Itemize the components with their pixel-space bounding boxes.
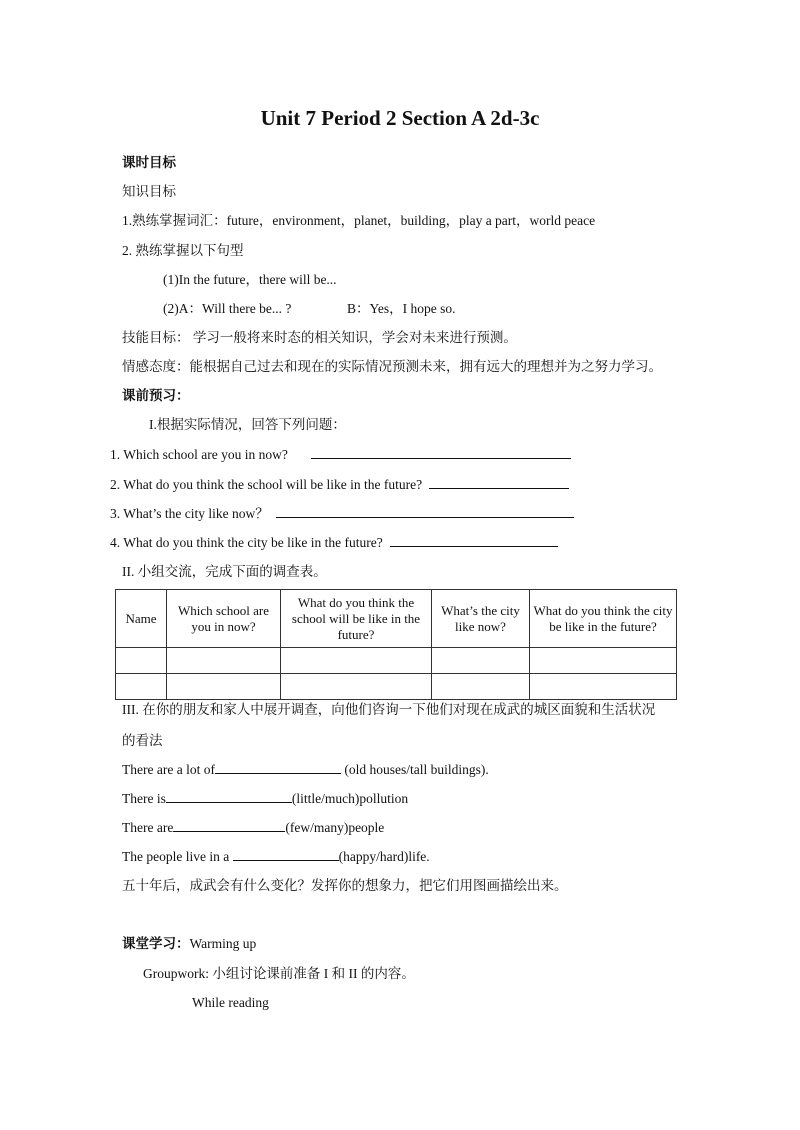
question-2-text: 2. What do you think the school will be like in the future? (110, 477, 423, 492)
sentence-2-start: There is (122, 791, 166, 806)
skill-objective: 技能目标： 学习一般将来时态的相关知识，学会对未来进行预测。 (122, 330, 517, 345)
question-4-text: 4. What do you think the city be like in the future? (110, 535, 383, 550)
classroom-line (122, 935, 256, 953)
table-header-cell: What’s the city like now? (432, 590, 530, 648)
page-title: Unit 7 Period 2 Section A 2d-3c (260, 106, 540, 130)
answer-blank-1[interactable] (311, 446, 571, 459)
sentence-4-start: The people live in a (122, 849, 233, 864)
pattern-2b: B：Yes，I hope so. (347, 301, 456, 316)
table-row (116, 648, 677, 674)
survey-table (115, 589, 677, 700)
sentence-1-start: There are a lot of (122, 762, 215, 777)
sentence-3 (122, 819, 384, 837)
question-1 (110, 446, 571, 464)
sentence-2 (122, 790, 408, 808)
sentence-3-end: (few/many)people (285, 820, 385, 835)
sentence-4 (122, 848, 430, 866)
warming-up: Warming up (189, 936, 257, 951)
table-cell[interactable] (281, 648, 432, 674)
answer-blank-4[interactable] (390, 534, 558, 547)
objective-patterns: 2. 熟练掌握以下句型 (122, 243, 244, 258)
table-header-cell: Which school are you in now? (167, 590, 281, 648)
part1-instruction: I.根据实际情况，回答下列问题： (149, 417, 346, 432)
table-cell[interactable] (167, 674, 281, 700)
knowledge-heading: 知识目标 (122, 184, 176, 199)
imagine-task: 五十年后，成武会有什么变化？发挥你的想象力，把它们用图画描绘出来。 (122, 878, 568, 893)
question-4 (110, 534, 558, 552)
table-cell[interactable] (116, 648, 167, 674)
question-2 (110, 476, 569, 494)
pattern-1: (1)In the future，there will be... (163, 272, 337, 287)
groupwork-line: Groupwork: 小组讨论课前准备 I 和 II 的内容。 (143, 966, 415, 981)
sentence-1-end: (old houses/tall buildings). (340, 762, 489, 777)
sentence-1-blank[interactable] (215, 761, 341, 774)
part2-instruction: II. 小组交流，完成下面的调查表。 (122, 564, 327, 579)
objectives-heading: 课时目标 (122, 155, 176, 170)
table-cell[interactable] (530, 648, 677, 674)
table-cell[interactable] (432, 648, 530, 674)
objective-vocabulary: 1.熟练掌握词汇：future，environment，planet，building，play a part，world peace (122, 213, 596, 228)
answer-blank-2[interactable] (429, 476, 569, 489)
table-row (116, 674, 677, 700)
sentence-3-start: There are (122, 820, 174, 835)
question-1-text: 1. Which school are you in now? (110, 447, 288, 462)
sentence-4-end: (happy/hard)life. (338, 849, 430, 864)
table-cell[interactable] (281, 674, 432, 700)
question-3-text: 3. What’s the city like now？ (110, 506, 269, 521)
table-cell[interactable] (530, 674, 677, 700)
table-header-cell: Name (116, 590, 167, 648)
part3-instruction-line2: 的看法 (122, 733, 163, 748)
pattern-2a: (2)A：Will there be... ? (163, 301, 292, 316)
answer-blank-3[interactable] (276, 505, 574, 518)
attitude-objective: 情感态度：能根据自己过去和现在的实际情况预测未来，拥有远大的理想并为之努力学习。 (122, 359, 662, 374)
sentence-2-blank[interactable] (166, 790, 292, 803)
sentence-3-blank[interactable] (173, 819, 285, 832)
table-cell[interactable] (167, 648, 281, 674)
question-3 (110, 505, 574, 523)
sentence-2-end: (little/much)pollution (291, 791, 409, 806)
while-reading: While reading (192, 995, 269, 1010)
table-header-cell: What do you think the school will be like in the future? (281, 590, 432, 648)
preview-heading: 课前预习： (122, 388, 190, 403)
table-cell[interactable] (116, 674, 167, 700)
sentence-1 (122, 761, 489, 779)
sentence-4-blank[interactable] (233, 848, 339, 861)
table-header-cell: What do you think the city be like in the future? (530, 590, 677, 648)
classroom-heading: 课堂学习： (122, 936, 190, 951)
part3-instruction-line1: III. 在你的朋友和家人中展开调查，向他们咨询一下他们对现在成武的城区面貌和生活状况 (122, 702, 656, 717)
table-header-row (116, 590, 677, 648)
table-cell[interactable] (432, 674, 530, 700)
